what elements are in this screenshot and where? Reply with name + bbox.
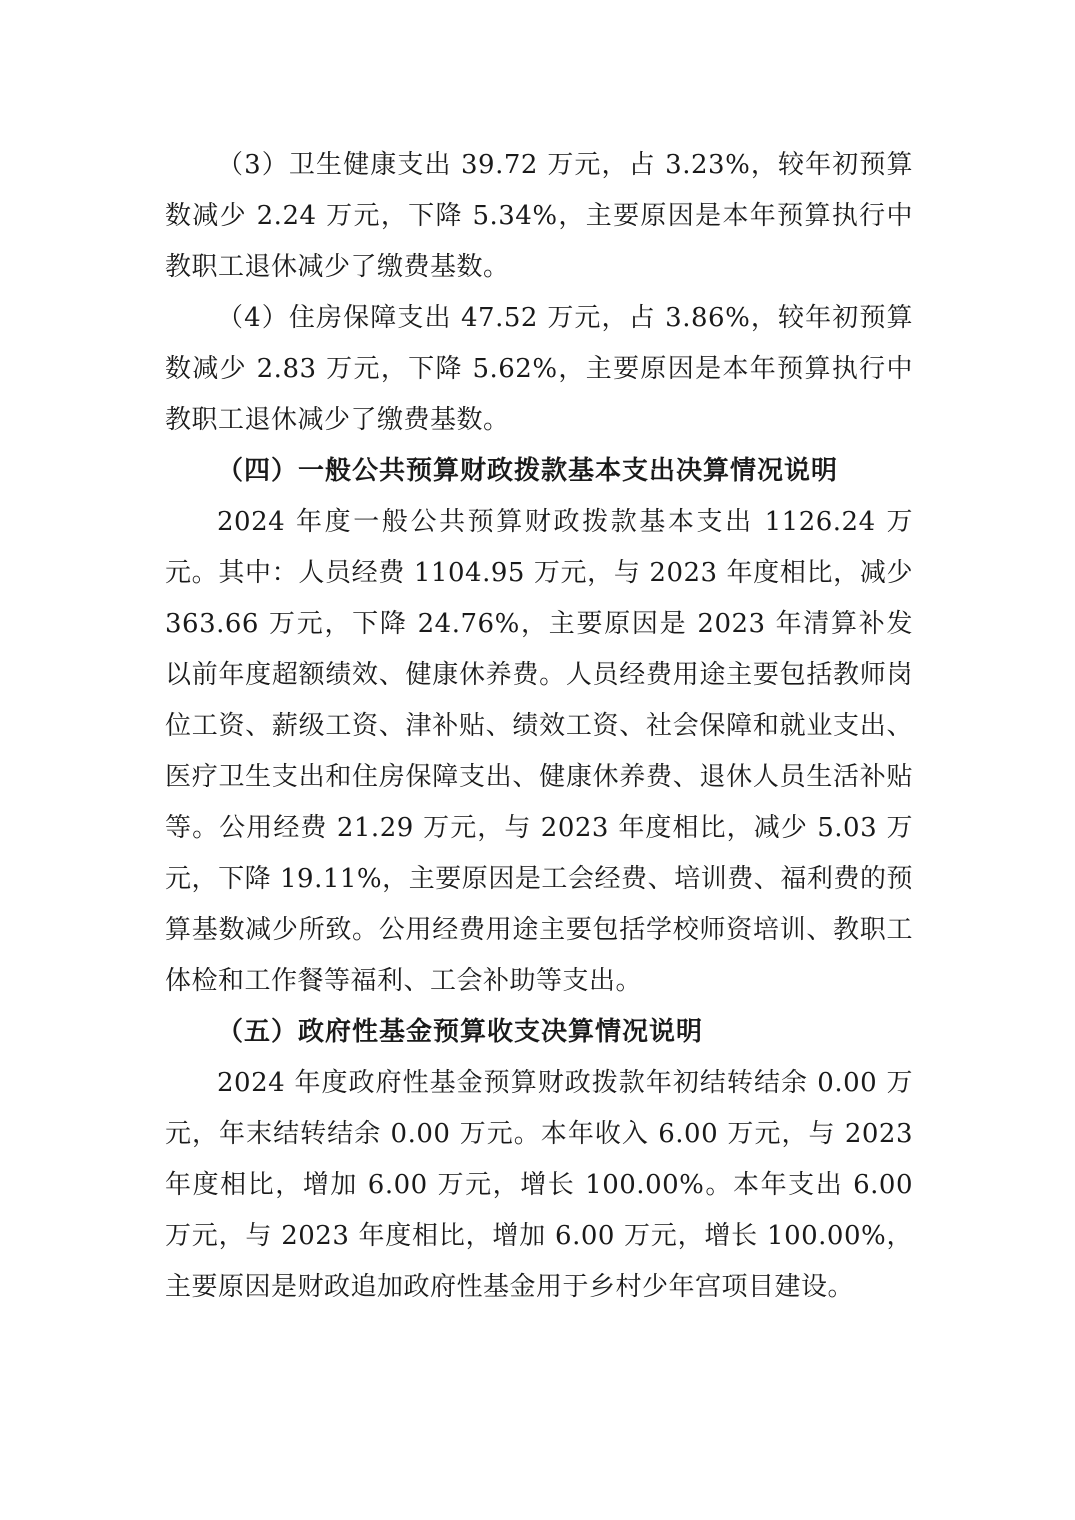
paragraph-health-expenditure: （3）卫生健康支出 39.72 万元，占 3.23%，较年初预算数减少 2.24 万元，下降 5.34%，主要原因是本年预算执行中教职工退休减少了缴费基数。 (165, 150, 913, 282)
paragraph-basic-expenditure: 2024 年度一般公共预算财政拨款基本支出 1126.24 万元。其中：人员经费 1104.95 万元，与 2023 年度相比，减少 363.66 万元，下降 24.76%，主要原因是 2023 年清算补发以前年度超额绩效、健康休养费。人员经费用途主要包括教师岗位工资、薪级工资、津补贴、绩效工资、社会保障和就业支出、医疗卫生支出和住房保障支出、健康休养费、退休人员生活补贴等。公用经费 21.29 万元，与 2023 年度相比，减少 5.03 万元，下降 19.11%，主要原因是工会经费、培训费、福利费的预算基数减少所致。公用经费用途主要包括学校师资培训、教职工体检和工作餐等福利、工会补助等支出。 (165, 507, 913, 996)
document-page (165, 140, 913, 1313)
section-heading-basic-expenditure: （四）一般公共预算财政拨款基本支出决算情况说明 (217, 456, 839, 486)
paragraph-government-fund: 2024 年度政府性基金预算财政拨款年初结转结余 0.00 万元，年末结转结余 0.00 万元。本年收入 6.00 万元，与 2023 年度相比，增加 6.00 万元，增长 100.00%。本年支出 6.00 万元，与 2023 年度相比，增加 6.00 万元，增长 100.00%，主要原因是财政追加政府性基金用于乡村少年宫项目建设。 (165, 1068, 913, 1302)
paragraph-housing-expenditure: （4）住房保障支出 47.52 万元，占 3.86%，较年初预算数减少 2.83 万元，下降 5.62%，主要原因是本年预算执行中教职工退休减少了缴费基数。 (165, 303, 913, 435)
section-heading-government-fund: （五）政府性基金预算收支决算情况说明 (217, 1017, 704, 1047)
